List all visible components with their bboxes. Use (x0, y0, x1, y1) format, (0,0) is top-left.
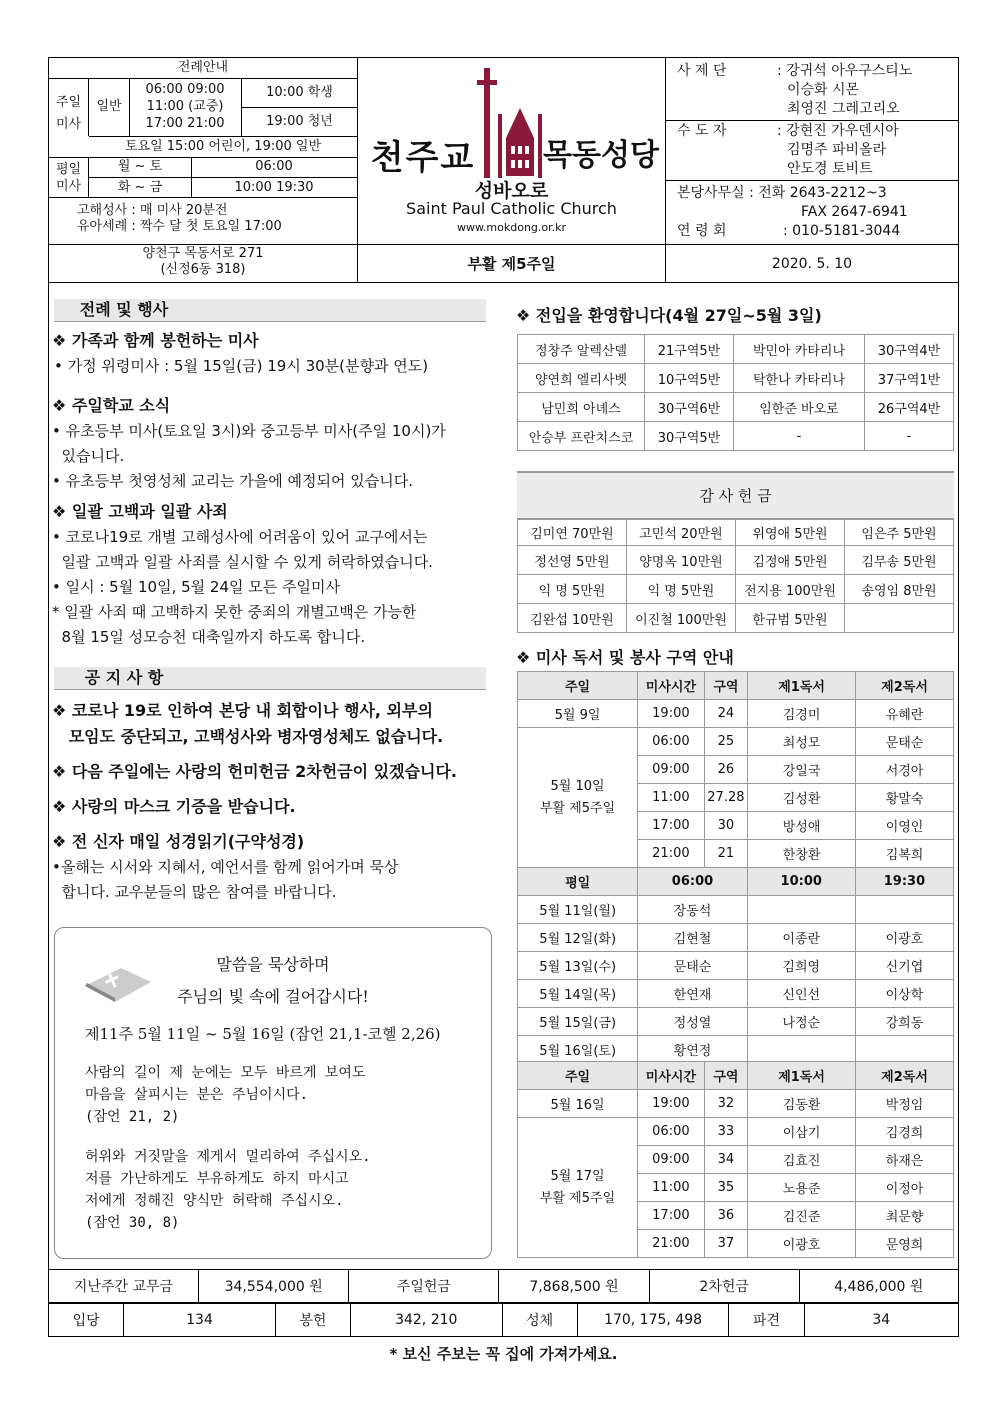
gratitude-cell (845, 604, 954, 633)
notice-mask-donation: ❖ 사랑의 마스크 기증을 받습니다. (52, 797, 296, 816)
reader-cell: 황연정 (638, 1036, 747, 1064)
church-english-name: Saint Paul Catholic Church (406, 199, 617, 218)
item-absolution-title: ❖ 일괄 고백과 일괄 사죄 (52, 502, 228, 521)
notice-covid-line-2: 모임도 중단되고, 고백성사와 병자영성체도 없습니다. (52, 727, 444, 746)
welcome-row (518, 422, 954, 451)
district-cell: 33 (704, 1118, 747, 1146)
office-phone: 본당사무실 : 전화 2643-2212~3 (677, 185, 887, 201)
weekday-row (518, 952, 954, 980)
reader-cell: 나정순 (747, 1008, 855, 1036)
meditation-title-1: 말씀을 묵상하며 (216, 955, 330, 974)
notice-second-collection: ❖ 다음 주일에는 사랑의 헌미헌금 2차헌금이 있겠습니다. (52, 762, 458, 781)
time-cell: 09:00 (638, 1146, 705, 1174)
nun-label: 수 도 자 (677, 123, 727, 139)
sunday-times-2: 11:00 (교중) (146, 99, 224, 114)
item-absolution-line-1: • 코로나19로 개별 고해성사에 어려움이 있어 교구에서는 (52, 528, 428, 546)
date-cell: 5월 12일(화) (518, 924, 638, 952)
office-fax: FAX 2647-6941 (801, 204, 908, 220)
gratitude-cell: 송영임 8만원 (845, 575, 954, 604)
weekday-time-2: 10:00 19:30 (234, 180, 314, 195)
priest-1: 강귀석 아우구스티노 (786, 63, 913, 79)
reader-cell: 장동석 (638, 896, 747, 924)
time-cell: 09:00 (638, 756, 705, 784)
welcome-cell: 30구역6반 (645, 393, 734, 422)
second-collection-value: 4,486,000 원 (799, 1270, 958, 1303)
gratitude-row (518, 575, 954, 604)
nun-3: 안도경 토비트 (787, 161, 873, 177)
gratitude-cell: 한규범 5만원 (736, 604, 845, 633)
header-cell: 제2독서 (856, 672, 954, 700)
reader-1-cell: 김경미 (748, 700, 856, 728)
reader-cell: 김희영 (747, 952, 855, 980)
district-cell: 30 (704, 812, 747, 840)
welcome-cell: 37구역1반 (865, 364, 954, 393)
last-week-dues-label: 지난주간 교무금 (49, 1270, 199, 1303)
staff-block: 사 제 단 : 강귀석 아우구스티노 이승화 시몬 최영진 그레고리오 (677, 62, 957, 119)
item-absolution-line-3: • 일시 : 5월 10일, 5월 24일 모든 주일미사 (52, 578, 340, 596)
reader-1-cell: 김효진 (748, 1146, 856, 1174)
church-name-left: 천주교 (370, 138, 476, 178)
reader-cell: 이광호 (855, 924, 953, 952)
item-family-mass-title: ❖ 가족과 함께 봉헌하는 미사 (52, 331, 259, 350)
reader-2-cell: 유혜란 (856, 700, 954, 728)
weekday-row (518, 1036, 954, 1064)
offering-totals-table (48, 1269, 959, 1303)
quote-1-line-2: 마음을 살피시는 분은 주님이시다. (85, 1087, 309, 1103)
meditation-quote-2 (85, 1146, 485, 1234)
gratitude-row (518, 546, 954, 575)
section-title-liturgy: 전례 및 행사 (54, 299, 194, 321)
reader-2-cell: 문태순 (856, 728, 954, 756)
reader-1-cell: 이광호 (748, 1230, 856, 1258)
weekday-row (518, 924, 954, 952)
reader-cell: 이종란 (747, 924, 855, 952)
gratitude-table (517, 518, 954, 633)
quote-1-line-1: 사람의 길이 제 눈에는 모두 바르게 보여도 (85, 1065, 366, 1081)
quote-2-line-2: 저를 가난하게도 부유하게도 하지 마시고 (85, 1171, 349, 1187)
notice-bible-reading-line-2: 합니다. 교우분들의 많은 참여를 바랍니다. (52, 883, 337, 901)
offertory-value: 342, 210 (350, 1304, 502, 1337)
communion-label: 성체 (502, 1304, 577, 1337)
header-cell: 주일 (518, 672, 638, 700)
reader-cell (855, 896, 953, 924)
meditation-week: 제11주 5월 11일 ~ 5월 16일 (잠언 21,1-코헬 2,26) (85, 1025, 441, 1043)
notice-items (52, 698, 492, 905)
schedule-row (518, 700, 954, 728)
reader-2-cell: 문영희 (856, 1230, 954, 1258)
welcome-row (518, 335, 954, 364)
sunday-mass-label: 주일 미사 (49, 78, 89, 136)
item-absolution-line-5: 8월 15일 성모승천 대축일까지 하도록 합니다. (52, 628, 366, 646)
communion-value: 170, 175, 498 (577, 1304, 729, 1337)
weekday-mass-label: 평일 미사 (49, 157, 89, 197)
quote-2-line-3: 저에게 정해진 양식만 허락해 주십시오. (85, 1193, 344, 1209)
item-absolution-line-4: * 일괄 사죄 때 고백하지 못한 중죄의 개별고백은 가능한 (52, 603, 417, 621)
header-cell: 구역 (704, 672, 747, 700)
reader-2-cell: 이정아 (856, 1174, 954, 1202)
offertory-label: 봉헌 (275, 1304, 350, 1337)
time-cell: 21:00 (638, 1230, 705, 1258)
priest-3: 최영진 그레고리오 (787, 101, 900, 117)
gratitude-title: 감 사 헌 금 (517, 471, 954, 520)
header-cell: 미사시간 (638, 1062, 705, 1090)
office-block (677, 184, 957, 241)
item-family-mass-line: • 가정 위령미사 : 5월 15일(금) 19시 30분(분향과 연도) (54, 357, 429, 375)
sacrament-info (49, 197, 357, 244)
header-cell: 제2독서 (856, 1062, 954, 1090)
welcome-cell: 정창주 알렉산델 (518, 335, 645, 364)
schedule-table-week-2 (517, 1061, 954, 1258)
legion-label: 연 령 회 (677, 223, 727, 239)
church-patron: 성바오로 (474, 180, 549, 202)
reader-cell: 신기엽 (855, 952, 953, 980)
welcome-table (517, 334, 954, 451)
weekday-row (518, 980, 954, 1008)
district-cell: 32 (704, 1090, 747, 1118)
confession-info: 고해성사 : 매 미사 20분전 (77, 203, 228, 218)
priest-2: 이승화 시몬 (787, 82, 860, 98)
gratitude-cell: 김무송 5만원 (845, 546, 954, 575)
entrance-value: 134 (124, 1304, 275, 1337)
gratitude-cell: 익 명 5만원 (518, 575, 627, 604)
week-title: 부활 제5주일 (467, 255, 556, 273)
time-cell: 19:00 (638, 700, 705, 728)
reader-2-cell: 박정임 (856, 1090, 954, 1118)
date-cell (518, 1118, 638, 1258)
liturgy-items (52, 328, 492, 650)
sunday-times (129, 78, 242, 136)
reader-cell (855, 1036, 953, 1064)
gratitude-cell: 김미연 70만원 (518, 519, 627, 546)
liturgy-title: 전례안내 (49, 58, 357, 79)
notice-bible-reading-title: ❖ 전 신자 매일 성경읽기(구약성경) (52, 832, 305, 851)
welcome-cell: 26구역4반 (865, 393, 954, 422)
header-cell: 제1독서 (748, 1062, 856, 1090)
nun-block: 수 도 자 : 강현진 가우덴시아 김명주 파비올라 안도경 토비트 (677, 122, 957, 179)
gratitude-cell: 김완섭 10만원 (518, 604, 627, 633)
gratitude-cell: 전지용 100만원 (736, 575, 845, 604)
baptism-info: 유아세례 : 짝수 달 첫 토요일 17:00 (77, 219, 282, 234)
sunday-times-3: 17:00 21:00 (145, 116, 225, 131)
notice-covid-line-1: ❖ 코로나 19로 인하여 본당 내 회합이나 행사, 외부의 (52, 701, 433, 720)
sunday-offering-value: 7,868,500 원 (499, 1270, 649, 1303)
header-cell: 06:00 (638, 868, 747, 896)
welcome-cell: 21구역5반 (645, 335, 734, 364)
welcome-cell: 30구역4반 (865, 335, 954, 364)
church-website[interactable]: www.mokdong.or.kr (456, 221, 567, 234)
reader-2-cell: 최문향 (856, 1202, 954, 1230)
date-label-2: 부활 제5주일 (539, 800, 616, 816)
schedule-header-row (518, 1062, 954, 1090)
welcome-title: ❖ 전입을 환영합니다(4월 27일~5월 3일) (516, 306, 822, 325)
district-cell: 37 (704, 1230, 747, 1258)
schedule-row (518, 728, 954, 756)
sunday-times-1: 06:00 09:00 (145, 82, 225, 97)
header-cell: 평일 (518, 868, 638, 896)
schedule-row (518, 1090, 954, 1118)
date-label-2: 부활 제5주일 (539, 1190, 616, 1206)
time-cell: 17:00 (638, 812, 705, 840)
meditation-box (54, 927, 492, 1259)
header-cell: 주일 (518, 1062, 638, 1090)
district-cell: 21 (704, 840, 747, 868)
header-cell: 구역 (704, 1062, 747, 1090)
date-cell: 5월 13일(수) (518, 952, 638, 980)
schedule-row (518, 1118, 954, 1146)
church-address (49, 246, 357, 278)
attendance-row (49, 1304, 959, 1337)
sunday-offering-label: 주일헌금 (349, 1270, 499, 1303)
gratitude-cell: 고민석 20만원 (626, 519, 735, 546)
schedule-table-week-1 (517, 671, 954, 868)
reader-2-cell: 서경아 (856, 756, 954, 784)
welcome-cell: 10구역5반 (645, 364, 734, 393)
bulletin-header (48, 57, 959, 283)
time-cell: 17:00 (638, 1202, 705, 1230)
gratitude-cell: 위영애 5만원 (736, 519, 845, 546)
item-absolution-line-2: 일괄 고백과 일괄 사죄를 실시할 수 있게 허락하였습니다. (52, 553, 433, 571)
legion-phone: : 010-5181-3044 (783, 223, 901, 239)
welcome-row (518, 393, 954, 422)
reader-1-cell: 노용준 (748, 1174, 856, 1202)
welcome-cell: - (734, 422, 865, 451)
weekday-row (518, 1008, 954, 1036)
reader-cell: 정성열 (638, 1008, 747, 1036)
reader-1-cell: 한창환 (748, 840, 856, 868)
section-title-notice: 공 지 사 항 (54, 667, 194, 689)
weekday-time-1: 06:00 (191, 157, 357, 178)
gratitude-cell: 정선영 5만원 (518, 546, 627, 575)
church-logo-icon (476, 68, 550, 178)
liturgy-guide (49, 58, 357, 277)
date-cell (518, 728, 638, 868)
district-cell: 25 (704, 728, 747, 756)
welcome-cell: 탁한나 카타리나 (734, 364, 865, 393)
schedule-header-row (518, 672, 954, 700)
student-mass: 10:00 학생 (242, 78, 357, 108)
nun-1: 강현진 가우덴시아 (786, 123, 899, 139)
date-cell: 5월 15일(금) (518, 1008, 638, 1036)
quote-2-line-1: 허위와 거짓말을 제게서 멀리하여 주십시오. (85, 1149, 371, 1165)
last-week-dues-value: 34,554,000 원 (198, 1270, 348, 1303)
date-label-1: 5월 17일 (550, 1168, 605, 1184)
reader-2-cell: 김복희 (856, 840, 954, 868)
gratitude-row (518, 604, 954, 633)
time-cell: 11:00 (638, 784, 705, 812)
gratitude-cell: 임은주 5만원 (845, 519, 954, 546)
welcome-cell: - (865, 422, 954, 451)
welcome-row (518, 364, 954, 393)
reader-1-cell: 강일국 (748, 756, 856, 784)
welcome-cell: 30구역5반 (645, 422, 734, 451)
gratitude-row (518, 519, 954, 546)
meditation-quote-1 (85, 1062, 485, 1128)
gratitude-cell: 이진철 100만원 (626, 604, 735, 633)
time-cell: 06:00 (638, 1118, 705, 1146)
time-cell: 19:00 (638, 1090, 705, 1118)
reader-2-cell: 이영인 (856, 812, 954, 840)
gratitude-cell: 익 명 5만원 (626, 575, 735, 604)
district-cell: 34 (704, 1146, 747, 1174)
reader-cell: 강희동 (855, 1008, 953, 1036)
district-cell: 26 (704, 756, 747, 784)
date-cell: 5월 9일 (518, 700, 638, 728)
weekday-days-2: 화 ~ 금 (89, 178, 192, 197)
offering-row (49, 1270, 959, 1303)
header-cell: 미사시간 (638, 672, 705, 700)
reader-cell: 신인선 (747, 980, 855, 1008)
eve-label: 일반 (89, 78, 130, 136)
reader-cell: 문태순 (638, 952, 747, 980)
district-cell: 35 (704, 1174, 747, 1202)
welcome-cell: 안승부 프란치스코 (518, 422, 645, 451)
youth-mass: 19:00 청년 (266, 114, 333, 129)
church-name-right: 목동성당 (543, 138, 659, 173)
reader-cell: 김현철 (638, 924, 747, 952)
take-home-note: * 보신 주보는 꼭 집에 가져가세요. (389, 1345, 618, 1363)
district-cell: 24 (704, 700, 747, 728)
reader-1-cell: 김성환 (748, 784, 856, 812)
reader-1-cell: 이삼기 (748, 1118, 856, 1146)
quote-2-line-4: (잠언 30, 8) (85, 1215, 180, 1231)
weekday-header-row (518, 868, 954, 896)
reader-1-cell: 김진준 (748, 1202, 856, 1230)
date-cell: 5월 16일(토) (518, 1036, 638, 1064)
reader-cell: 한연재 (638, 980, 747, 1008)
time-cell: 06:00 (638, 728, 705, 756)
welcome-cell: 박민아 카타리나 (734, 335, 865, 364)
welcome-cell: 양연희 엘리사벳 (518, 364, 645, 393)
dismissal-label: 파견 (729, 1304, 804, 1337)
weekday-days-1: 월 ~ 토 (89, 157, 192, 178)
gratitude-cell: 양명옥 10만원 (626, 546, 735, 575)
dismissal-value: 34 (804, 1304, 958, 1337)
header-cell: 제1독서 (748, 672, 856, 700)
district-cell: 27.28 (704, 784, 747, 812)
district-cell: 36 (704, 1202, 747, 1230)
date-label-1: 5월 10일 (550, 778, 605, 794)
weekday-row (518, 896, 954, 924)
saturday-mass: 토요일 15:00 어린이, 19:00 일반 (89, 136, 357, 158)
second-collection-label: 2차헌금 (649, 1270, 799, 1303)
item-sunday-school-title: ❖ 주일학교 소식 (52, 396, 171, 415)
reader-1-cell: 김동환 (748, 1090, 856, 1118)
header-cell: 10:00 (747, 868, 855, 896)
priest-label: 사 제 단 (677, 63, 727, 79)
church-logo-block (358, 58, 665, 244)
bulletin-date: 2020. 5. 10 (771, 256, 853, 272)
reader-cell: 이상학 (855, 980, 953, 1008)
date-cell: 5월 14일(목) (518, 980, 638, 1008)
reader-2-cell: 황말숙 (856, 784, 954, 812)
reader-1-cell: 방성애 (748, 812, 856, 840)
reader-cell (747, 1036, 855, 1064)
time-cell: 21:00 (638, 840, 705, 868)
date-cell: 5월 16일 (518, 1090, 638, 1118)
nun-2: 김명주 파비올라 (787, 142, 887, 158)
header-cell: 19:30 (855, 868, 953, 896)
address-line-1: 양천구 목동서로 271 (142, 246, 264, 261)
welcome-cell: 남민희 아녜스 (518, 393, 645, 422)
quote-1-line-3: (잠언 21, 2) (85, 1109, 180, 1125)
reader-2-cell: 하재은 (856, 1146, 954, 1174)
notice-bible-reading-line-1: •올해는 시서와 지혜서, 예언서를 함께 읽어가며 묵상 (52, 858, 399, 876)
attendance-table (48, 1303, 959, 1337)
reader-2-cell: 김경희 (856, 1118, 954, 1146)
address-line-2: (신정6동 318) (160, 262, 246, 277)
item-sunday-school-line-2: 있습니다. (52, 447, 125, 465)
time-cell: 11:00 (638, 1174, 705, 1202)
reader-cell (747, 896, 855, 924)
gratitude-cell: 김정애 5만원 (736, 546, 845, 575)
reader-1-cell: 최성모 (748, 728, 856, 756)
meditation-title-2: 주님의 빛 속에 걸어갑시다! (177, 987, 369, 1006)
schedule-table-weekday (517, 867, 954, 1064)
entrance-label: 입당 (49, 1304, 124, 1337)
item-sunday-school-line-3: • 유초등부 첫영성체 교리는 가을에 예정되어 있습니다. (52, 472, 414, 490)
item-sunday-school-line-1: • 유초등부 미사(토요일 3시)와 중고등부 미사(주일 10시)가 (52, 422, 446, 440)
schedule-title: ❖ 미사 독서 및 봉사 구역 안내 (516, 648, 734, 667)
date-cell: 5월 11일(월) (518, 896, 638, 924)
welcome-cell: 임한준 바오로 (734, 393, 865, 422)
